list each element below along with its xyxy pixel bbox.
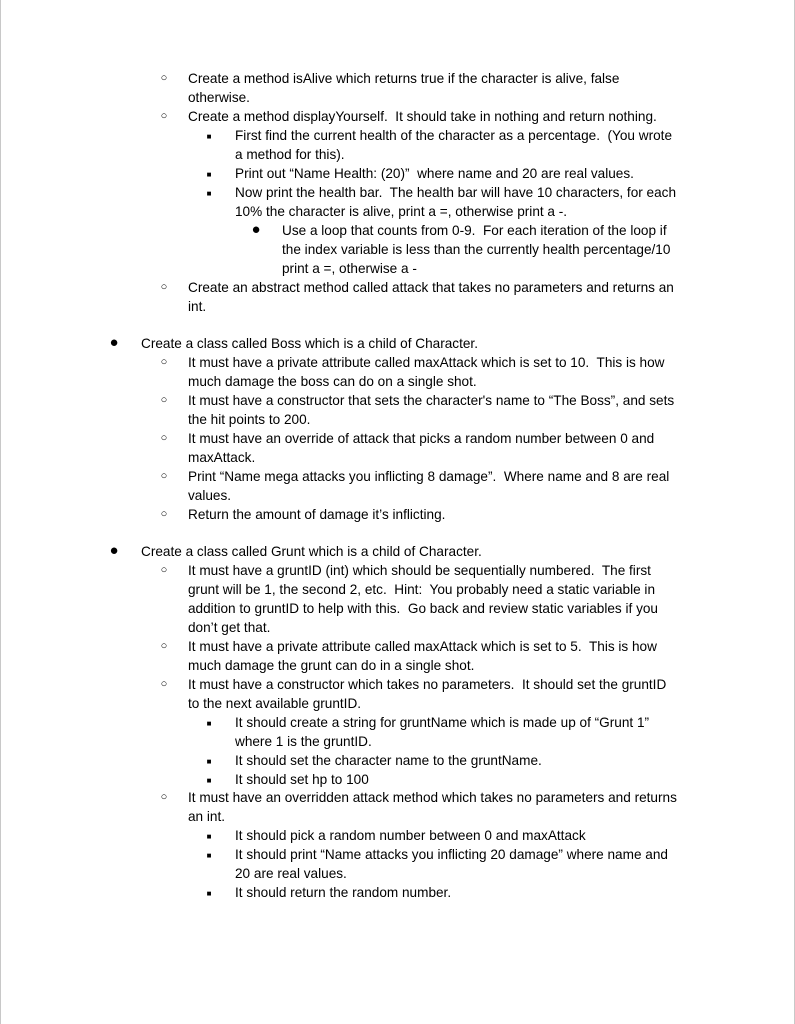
list-item [206, 183, 677, 221]
square-bullet-icon: ■ [206, 757, 212, 766]
text-line: the index variable is less than the currently health percentage/10 [282, 242, 671, 257]
text-line: an int. [188, 809, 226, 824]
text-line: print a =, otherwise a - [282, 261, 417, 276]
text-line: grunt will be 1, the second 2, etc. Hint: You probably need a static variable in [188, 582, 656, 597]
square-bullet-icon: ■ [206, 189, 212, 198]
text-line: It must have a gruntID (int) which should be sequentially numbered. The first [188, 563, 651, 578]
hollow-circle-bullet-icon: ○ [160, 508, 168, 520]
text-line: It must have an overridden attack method which takes no parameters and returns [188, 790, 677, 805]
hollow-circle-bullet-icon: ○ [160, 791, 168, 803]
list-item [206, 770, 369, 789]
text-line: It must have an override of attack that picks a random number between 0 and [188, 431, 655, 446]
text-line: It should pick a random number between 0 and maxAttack [235, 828, 586, 843]
hollow-circle-bullet-icon: ○ [160, 110, 168, 122]
text-line: Use a loop that counts from 0-9. For each iteration of the loop if [282, 223, 667, 238]
text-line: It should return the random number. [235, 885, 452, 900]
list-item [206, 751, 542, 770]
text-line: to the next available gruntID. [188, 696, 362, 711]
list-item [160, 467, 670, 505]
bullet-icon: ● [109, 542, 119, 559]
list-item [160, 505, 446, 524]
list-item [160, 278, 674, 316]
list-item [206, 883, 452, 902]
text-line: Print out “Name Health: (20)” where name and 20 are real values. [235, 166, 634, 181]
list-item [160, 561, 658, 637]
text-line: Create an abstract method called attack that takes no parameters and returns an [188, 280, 674, 295]
square-bullet-icon: ■ [206, 132, 212, 141]
text-line: It must have a private attribute called maxAttack which is set to 5. This is how [188, 639, 657, 654]
hollow-circle-bullet-icon: ○ [160, 394, 168, 406]
text-line: It should create a string for gruntName which is made up of “Grunt 1” [235, 715, 650, 730]
text-line: 10% the character is alive, print a =, otherwise print a -. [235, 204, 568, 219]
list-item [206, 845, 668, 883]
square-bullet-icon: ■ [206, 170, 212, 179]
list-item [251, 221, 671, 278]
text-line: the hit points to 200. [188, 412, 311, 427]
hollow-circle-bullet-icon: ○ [160, 432, 168, 444]
square-bullet-icon: ■ [206, 719, 212, 728]
bullet-icon: ● [251, 221, 261, 238]
hollow-circle-bullet-icon: ○ [160, 640, 168, 652]
list-item [206, 164, 634, 183]
text-line: It must have a constructor that sets the character's name to “The Boss”, and sets [188, 393, 675, 408]
text-line: Create a class called Grunt which is a child of Character. [141, 544, 482, 559]
square-bullet-icon: ■ [206, 889, 212, 898]
list-item [206, 826, 586, 845]
text-line: where 1 is the gruntID. [235, 734, 372, 749]
list-item [160, 429, 655, 467]
list-item [160, 637, 657, 675]
hollow-circle-bullet-icon: ○ [160, 356, 168, 368]
text-line: int. [188, 299, 207, 314]
hollow-circle-bullet-icon: ○ [160, 470, 168, 482]
text-line: It must have a private attribute called maxAttack which is set to 10. This is how [188, 355, 665, 370]
hollow-circle-bullet-icon: ○ [160, 281, 168, 293]
text-line: It must have a constructor which takes no parameters. It should set the gruntID [188, 677, 667, 692]
bullet-icon: ● [109, 334, 119, 351]
text-line: much damage the grunt can do in a single shot. [188, 658, 475, 673]
text-line: It should set hp to 100 [235, 772, 369, 787]
list-item [160, 353, 665, 391]
list-item [160, 788, 677, 826]
text-line: Create a class called Boss which is a child of Character. [141, 336, 478, 351]
text-line: values. [188, 488, 232, 503]
text-line: Print “Name mega attacks you inflicting 8 damage”. Where name and 8 are real [188, 469, 670, 484]
list-item [109, 334, 478, 353]
square-bullet-icon: ■ [206, 851, 212, 860]
text-line: Return the amount of damage it’s inflicting. [188, 507, 446, 522]
text-line: much damage the boss can do on a single shot. [188, 374, 477, 389]
square-bullet-icon: ■ [206, 776, 212, 785]
list-item [160, 107, 657, 126]
text-line: Create a method isAlive which returns true if the character is alive, false [188, 71, 620, 86]
text-line: otherwise. [188, 90, 250, 105]
hollow-circle-bullet-icon: ○ [160, 72, 168, 84]
list-item [206, 713, 650, 751]
text-line: Now print the health bar. The health bar will have 10 characters, for each [235, 185, 677, 200]
text-line: maxAttack. [188, 450, 256, 465]
square-bullet-icon: ■ [206, 832, 212, 841]
text-line: addition to gruntID to help with this. Go back and review static variables if you [188, 601, 658, 616]
list-item [160, 675, 667, 713]
text-line: 20 are real values. [235, 866, 347, 881]
text-line: It should set the character name to the gruntName. [235, 753, 542, 768]
text-line: Create a method displayYourself. It should take in nothing and return nothing. [188, 109, 657, 124]
text-line: First find the current health of the character as a percentage. (You wrote [235, 128, 673, 143]
text-line: don’t get that. [188, 620, 271, 635]
text-line: It should print “Name attacks you inflicting 20 damage” where name and [235, 847, 668, 862]
text-line: a method for this). [235, 147, 345, 162]
hollow-circle-bullet-icon: ○ [160, 678, 168, 690]
list-item [206, 126, 673, 164]
list-item [109, 542, 482, 561]
list-item [160, 69, 620, 107]
hollow-circle-bullet-icon: ○ [160, 564, 168, 576]
list-item [160, 391, 675, 429]
